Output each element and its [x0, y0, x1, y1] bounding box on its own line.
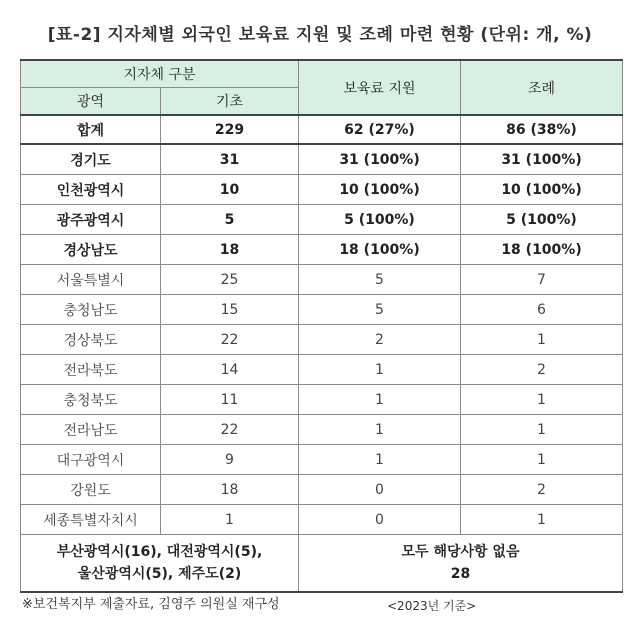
cell-base: 18	[161, 235, 299, 265]
cell-base: 22	[161, 415, 299, 445]
cell-ordinance: 6	[461, 295, 623, 325]
cell-ordinance: 7	[461, 265, 623, 295]
header-group: 지자체 구분	[21, 60, 299, 88]
cell-ordinance: 18 (100%)	[461, 235, 623, 265]
cell-ordinance: 2	[461, 475, 623, 505]
cell-base: 15	[161, 295, 299, 325]
cell-base: 9	[161, 445, 299, 475]
table-row	[21, 325, 623, 355]
cell-base: 1	[161, 505, 299, 535]
table-row	[21, 445, 623, 475]
cell-ordinance: 10 (100%)	[461, 175, 623, 205]
other-note-line-2: 28	[450, 566, 471, 582]
cell-other-regions	[21, 535, 299, 593]
cell-base: 229	[161, 115, 299, 144]
source-footnote: ※보건복지부 제출자료, 김영주 의원실 재구성	[22, 597, 280, 612]
cell-region: 전라북도	[21, 355, 161, 385]
cell-region: 충청북도	[21, 385, 161, 415]
cell-support: 62 (27%)	[299, 115, 461, 144]
cell-region: 충청남도	[21, 295, 161, 325]
cell-support: 1	[299, 445, 461, 475]
cell-region: 경상남도	[21, 235, 161, 265]
cell-support: 5	[299, 265, 461, 295]
table-row	[21, 415, 623, 445]
table-row	[21, 205, 623, 235]
cell-region: 광주광역시	[21, 205, 161, 235]
cell-ordinance: 5 (100%)	[461, 205, 623, 235]
table-row	[21, 295, 623, 325]
table-row	[21, 235, 623, 265]
cell-ordinance: 1	[461, 325, 623, 355]
cell-base: 18	[161, 475, 299, 505]
cell-region: 합계	[21, 115, 161, 144]
cell-support: 0	[299, 505, 461, 535]
table-title: [표-2] 지자체별 외국인 보육료 지원 및 조례 마련 현황 (단위: 개, %)	[47, 25, 593, 45]
cell-base: 31	[161, 144, 299, 175]
cell-base: 14	[161, 355, 299, 385]
cell-ordinance: 86 (38%)	[461, 115, 623, 144]
table-row	[21, 265, 623, 295]
cell-region: 전라남도	[21, 415, 161, 445]
cell-support: 5 (100%)	[299, 205, 461, 235]
table-row	[21, 385, 623, 415]
cell-ordinance: 1	[461, 385, 623, 415]
header-support: 보육료 지원	[299, 60, 461, 115]
table-row	[21, 475, 623, 505]
table-row-others	[21, 535, 623, 593]
header-base: 기초	[161, 88, 299, 116]
cell-region: 서울특별시	[21, 265, 161, 295]
cell-support: 1	[299, 355, 461, 385]
cell-support: 1	[299, 415, 461, 445]
cell-base: 22	[161, 325, 299, 355]
cell-ordinance: 31 (100%)	[461, 144, 623, 175]
cell-other-note	[299, 535, 623, 593]
cell-region: 대구광역시	[21, 445, 161, 475]
cell-support: 10 (100%)	[299, 175, 461, 205]
cell-support: 2	[299, 325, 461, 355]
cell-support: 0	[299, 475, 461, 505]
cell-base: 11	[161, 385, 299, 415]
cell-support: 5	[299, 295, 461, 325]
table-row	[21, 144, 623, 175]
header-region: 광역	[21, 88, 161, 116]
cell-region: 세종특별자치시	[21, 505, 161, 535]
table-row	[21, 355, 623, 385]
cell-ordinance: 1	[461, 415, 623, 445]
cell-support: 31 (100%)	[299, 144, 461, 175]
table-row	[21, 505, 623, 535]
header-ordinance: 조례	[461, 60, 623, 115]
cell-region: 강원도	[21, 475, 161, 505]
cell-base: 25	[161, 265, 299, 295]
cell-region: 경상북도	[21, 325, 161, 355]
cell-base: 5	[161, 205, 299, 235]
cell-ordinance: 2	[461, 355, 623, 385]
cell-support: 18 (100%)	[299, 235, 461, 265]
table-row	[21, 175, 623, 205]
cell-ordinance: 1	[461, 505, 623, 535]
other-regions-line-1: 부산광역시(16), 대전광역시(5),	[56, 544, 263, 560]
cell-ordinance: 1	[461, 445, 623, 475]
table-row-total	[21, 115, 623, 144]
cell-region: 경기도	[21, 144, 161, 175]
other-note-line-1: 모두 해당사항 없음	[401, 544, 520, 560]
cell-support: 1	[299, 385, 461, 415]
data-table	[20, 59, 623, 593]
basis-note: <2023년 기준>	[387, 599, 477, 613]
cell-region: 인천광역시	[21, 175, 161, 205]
other-regions-line-2: 울산광역시(5), 제주도(2)	[77, 566, 242, 582]
cell-base: 10	[161, 175, 299, 205]
